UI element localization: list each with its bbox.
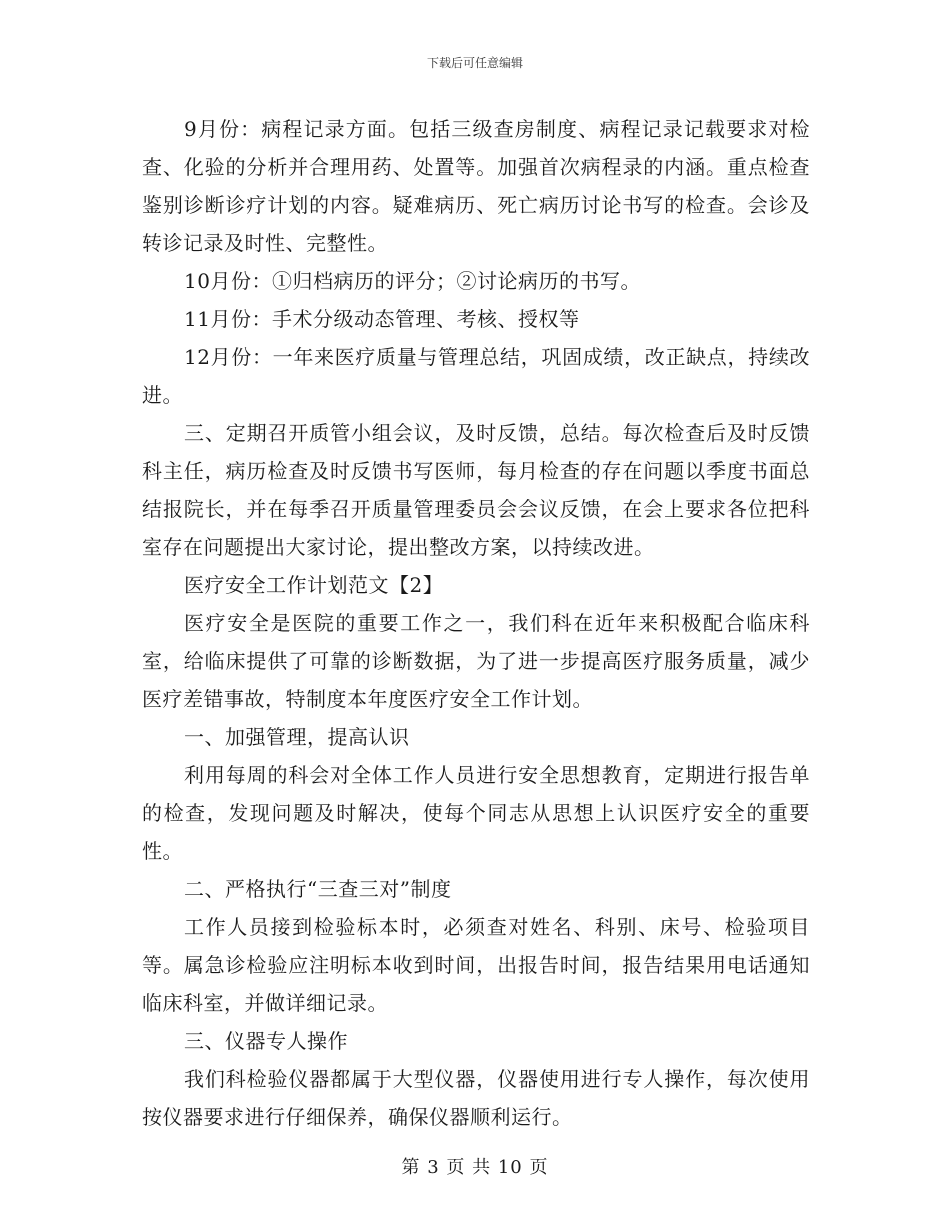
paragraph-section-three-meetings: 三、定期召开质管小组会议，及时反馈，总结。每次检查后及时反馈科主任，病历检查及时反馈书写医师，每月检查的存在问题以季度书面总结报院长，并在每季召开质量管理委员会会议反馈，在会上要求各位把科室存在问题提出大家讨论，提出整改方案，以持续改进。 (142, 421, 810, 559)
paragraph-september: 9月份：病程记录方面。包括三级查房制度、病程记录记载要求对检查、化验的分析并合理用药、处置等。加强首次病程录的内涵。重点检查鉴别诊断诊疗计划的内容。疑难病历、死亡病历讨论书写的检查。会诊及转诊记录及时性、完整性。 (142, 117, 810, 255)
paragraph-instrument-maintenance: 我们科检验仪器都属于大型仪器，仪器使用进行专人操作，每次使用按仪器要求进行仔细保养，确保仪器顺利运行。 (142, 1067, 810, 1129)
heading-three-checks: 二、严格执行“三查三对”制度 (184, 877, 452, 901)
paragraph-sample-check: 工作人员接到检验标本时，必须查对姓名、科别、床号、检验项目等。属急诊检验应注明标本收到时间，出报告时间，报告结果用电话通知临床科室，并做详细记录。 (142, 915, 810, 1015)
document-body (142, 110, 810, 1136)
section-title-sample-2: 医疗安全工作计划范文【2】 (184, 573, 444, 597)
paragraph-november: 11月份：手术分级动态管理、考核、授权等 (184, 307, 580, 331)
paragraph-intro: 医疗安全是医院的重要工作之一，我们科在近年来积极配合临床科室，给临床提供了可靠的诊断数据，为了进一步提高医疗服务质量，减少医疗差错事故，特制度本年度医疗安全工作计划。 (142, 611, 810, 711)
header-note: 下载后可任意编辑 (426, 56, 523, 70)
paragraph-october: 10月份：①归档病历的评分；②讨论病历的书写。 (184, 269, 641, 293)
heading-strengthen-management: 一、加强管理，提高认识 (184, 725, 410, 749)
paragraph-weekly-meeting: 利用每周的科会对全体工作人员进行安全思想教育，定期进行报告单的检查，发现问题及时解决，使每个同志从思想上认识医疗安全的重要性。 (142, 763, 810, 863)
heading-instrument-operation: 三、仪器专人操作 (184, 1029, 348, 1053)
paragraph-december: 12月份：一年来医疗质量与管理总结，巩固成绩，改正缺点，持续改进。 (142, 345, 810, 407)
page-number-footer: 第 3 页 共 10 页 (401, 1157, 549, 1178)
